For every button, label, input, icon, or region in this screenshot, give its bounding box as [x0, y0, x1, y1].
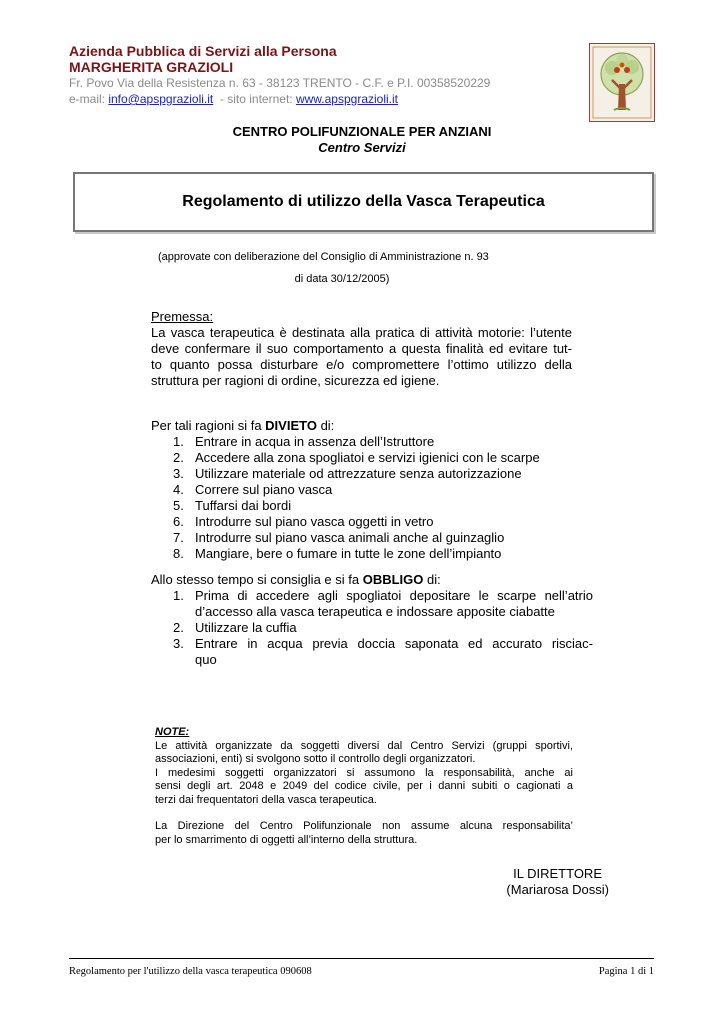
notes-line: per lo smarrimento di oggetti all’interno della struttura.	[155, 833, 418, 846]
list-item	[173, 514, 593, 530]
item-text: Accedere alla zona spogliatoi e servizi igienici con le scarpe	[195, 450, 540, 465]
obbligo-intro-end: di:	[423, 572, 441, 587]
divieto-intro-text: Per tali ragioni si fa	[151, 418, 266, 433]
center-title: CENTRO POLIFUNZIONALE PER ANZIANI	[232, 124, 492, 139]
premessa-paragraph	[151, 325, 572, 389]
footer-divider	[69, 958, 654, 959]
item-number: 8.	[173, 546, 184, 561]
item-text: Correre sul piano vasca	[195, 482, 333, 497]
item-line: Entrare in acqua previa doccia saponata ed accurato risciac-	[195, 636, 593, 651]
signature-name: (Mariarosa Dossi)	[506, 882, 609, 897]
notes-line: Le attività organizzate da soggetti diversi dal Centro Servizi (gruppi sportivi,	[155, 739, 573, 752]
footer-document-name: Regolamento per l'utilizzo della vasca terapeutica 090608	[69, 966, 312, 977]
site-label: - sito internet:	[213, 92, 296, 106]
item-line: Prima di accedere agli spogliatoi depositare le scarpe nell’atrio	[195, 588, 593, 603]
item-line: d’accesso alla vasca terapeutica e indossare apposite ciabatte	[195, 604, 555, 619]
signature-title: IL DIRETTORE	[513, 866, 602, 881]
notes-line: associazioni, enti) si svolgono sotto il controllo degli organizzatori.	[155, 753, 476, 765]
list-item	[173, 636, 593, 668]
item-number: 2.	[173, 450, 184, 465]
item-number: 3.	[173, 466, 184, 481]
premessa-heading: Premessa:	[151, 309, 214, 324]
premessa-line: deve confermare il suo comportamento a questa finalità ed evitare tut-	[151, 341, 572, 356]
notes-label: NOTE:	[155, 726, 190, 738]
list-item	[173, 498, 593, 514]
obbligo-list	[173, 588, 593, 668]
item-text: Entrare in acqua in assenza dell’Istruttore	[195, 434, 435, 449]
org-address: Fr. Povo Via della Resistenza n. 63 - 38123 TRENTO - C.F. e P.I. 00358520229	[69, 76, 491, 90]
notes-line: I medesimi soggetti organizzatori si assumono la responsabilità, anche ai	[155, 766, 573, 779]
item-text	[195, 636, 593, 668]
item-number: 5.	[173, 498, 184, 513]
divieto-intro	[151, 418, 334, 434]
tree-logo-icon	[589, 43, 655, 122]
notes-line: terzi dai frequentatori della vasca terapeutica.	[155, 793, 377, 806]
divieto-keyword: DIVIETO	[265, 418, 317, 433]
notes-line: La Direzione del Centro Polifunzionale non assume alcuna responsabilita’	[155, 820, 573, 832]
item-number: 1.	[173, 588, 184, 603]
document-title-box	[73, 172, 654, 232]
premessa-line: to quanto possa disturbare e/o compromettere l’ottimo utilizzo della	[151, 357, 572, 372]
list-item	[173, 482, 593, 498]
item-number: 1.	[173, 434, 184, 449]
item-text: Utilizzare materiale od attrezzature senza autorizzazione	[195, 466, 522, 481]
divieto-list	[173, 434, 593, 562]
notes-line: sensi degli art. 2048 e 2049 del codice civile, per i danni subiti o cagionati a	[155, 780, 573, 792]
item-number: 7.	[173, 530, 184, 545]
item-number: 3.	[173, 636, 184, 651]
approval-line-2: di data 30/12/2005)	[294, 273, 390, 285]
org-name-line2: MARGHERITA GRAZIOLI	[69, 59, 234, 75]
premessa-line: struttura per ragioni di ordine, sicurezza ed igiene.	[151, 373, 440, 388]
item-text	[195, 588, 593, 620]
item-text: Introdurre sul piano vasca oggetti in vetro	[195, 514, 434, 529]
obbligo-intro	[151, 572, 441, 588]
item-text: Mangiare, bere o fumare in tutte le zone dell’impianto	[195, 546, 502, 561]
item-text: Utilizzare la cuffia	[195, 620, 297, 635]
notes-section	[155, 726, 573, 847]
list-item	[173, 546, 593, 562]
approval-line-1: (approvate con deliberazione del Consiglio di Amministrazione n. 93	[158, 251, 489, 263]
org-contact	[69, 92, 398, 106]
item-number: 2.	[173, 620, 184, 635]
divieto-intro-end: di:	[316, 418, 335, 433]
item-number: 6.	[173, 514, 184, 529]
item-line: quo	[195, 652, 217, 667]
item-text: Tuffarsi dai bordi	[195, 498, 292, 513]
list-item	[173, 466, 593, 482]
email-link[interactable]: info@apspgrazioli.it	[108, 92, 214, 106]
footer-page-number: Pagina 1 di 1	[598, 966, 654, 977]
website-link[interactable]: www.apspgrazioli.it	[295, 92, 398, 106]
list-item	[173, 588, 593, 620]
org-name-line1: Azienda Pubblica di Servizi alla Persona	[69, 43, 337, 59]
list-item	[173, 434, 593, 450]
list-item	[173, 620, 593, 636]
center-subtitle: Centro Servizi	[318, 140, 406, 155]
list-item	[173, 450, 593, 466]
document-title: Regolamento di utilizzo della Vasca Terapeutica	[182, 193, 545, 210]
premessa-line: La vasca terapeutica è destinata alla pratica di attività motorie: l’utente	[151, 325, 572, 340]
obbligo-intro-text: Allo stesso tempo si consiglia e si fa	[151, 572, 363, 587]
email-label: e-mail:	[69, 92, 109, 106]
item-text: Introdurre sul piano vasca animali anche al guinzaglio	[195, 530, 505, 545]
list-item	[173, 530, 593, 546]
item-number: 4.	[173, 482, 184, 497]
obbligo-keyword: OBBLIGO	[362, 572, 424, 587]
